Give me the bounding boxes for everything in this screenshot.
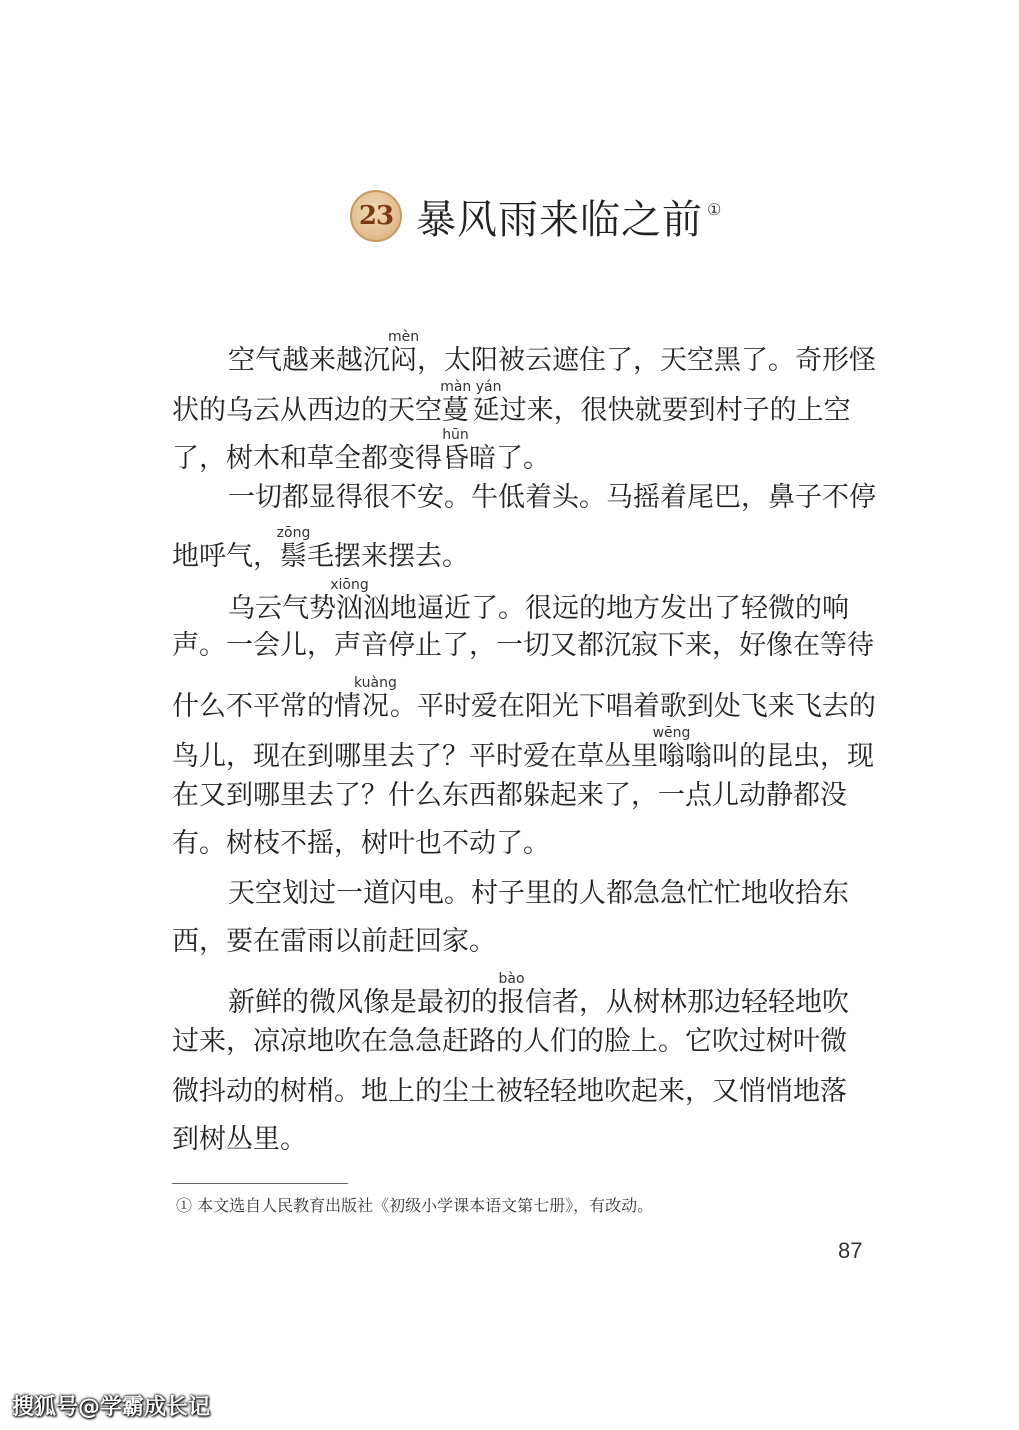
text-line [172, 1072, 872, 1112]
footnote: ① 本文选自人民教育出版社《初级小学课本语文第七册》，有改动。 [176, 1196, 654, 1215]
text-line [172, 971, 872, 1018]
text-segment: 到树丛里。 [172, 1124, 307, 1155]
text-segment: 状的乌云从西边的天空 [172, 395, 442, 426]
pinyin-annotation: màn yán [440, 379, 502, 395]
annotated-character [387, 329, 420, 376]
annotated-character-text: 报 [498, 987, 525, 1018]
text-line [172, 577, 872, 624]
text-line [172, 379, 872, 426]
pinyin-annotation: hūn [442, 427, 469, 443]
pinyin-annotation: bào [498, 971, 525, 987]
text-line [172, 1022, 872, 1062]
text-segment: 有。树枝不摇，树叶也不动了。 [172, 828, 550, 859]
text-segment: 汹地逼近了。很远的地方发出了轻微的响 [363, 593, 849, 624]
pinyin-annotation: wēng [652, 725, 691, 741]
lesson-number-badge: 23 [350, 190, 402, 242]
text-line [172, 675, 876, 722]
pinyin-annotation: xiōng [330, 577, 369, 593]
text-line [172, 1120, 872, 1160]
pinyin-annotation: mèn [387, 329, 420, 345]
annotated-character [276, 525, 311, 572]
text-line [172, 626, 872, 666]
text-segment: 了，树木和草全都变得 [172, 443, 442, 474]
annotated-character [354, 675, 397, 722]
text-line [172, 329, 876, 376]
text-segment: 鸟儿，现在到哪里去了？平时爱在草丛里 [172, 741, 658, 772]
text-line [172, 776, 872, 816]
text-segment: 一切都显得很不安。牛低着头。马摇着尾巴，鼻子不停 [228, 482, 876, 513]
text-line [172, 427, 872, 474]
lesson-heading [350, 188, 722, 244]
title-footnote-mark: ① [707, 199, 723, 219]
annotated-character [440, 379, 502, 426]
annotated-character [442, 427, 469, 474]
text-segment: 在又到哪里去了？什么东西都躲起来了，一点儿动静都没 [172, 780, 847, 811]
text-line [172, 478, 876, 518]
lesson-title-text: 暴风雨来临之前 [416, 196, 703, 243]
text-segment: 暗了。 [469, 443, 550, 474]
text-segment: 过来，凉凉地吹在急急赶路的人们的脸上。它吹过树叶微 [172, 1026, 847, 1057]
text-line [172, 725, 874, 772]
annotated-character-text: 鬃 [276, 541, 311, 572]
annotated-character [652, 725, 691, 772]
annotated-character-text: 蔓延 [440, 395, 502, 426]
page-number: 87 [838, 1238, 863, 1263]
text-line [172, 922, 872, 962]
annotated-character-text: 汹 [330, 593, 369, 624]
watermark: 搜狐号@学霸成长记 [12, 1395, 211, 1420]
footnote-divider [172, 1183, 348, 1184]
annotated-character-text: 况 [354, 691, 397, 722]
pinyin-annotation: zōng [276, 525, 311, 541]
pinyin-annotation: kuàng [354, 675, 397, 691]
text-segment: 空气越来越沉 [228, 345, 390, 376]
text-segment: 天空划过一道闪电。村子里的人都急急忙忙地收拾东 [228, 878, 849, 909]
annotated-character-text: 闷 [387, 345, 420, 376]
text-segment: 信者，从树林那边轻轻地吹 [525, 987, 849, 1018]
text-line [172, 824, 872, 864]
text-segment: ，太阳被云遮住了，天空黑了。奇形怪 [417, 345, 876, 376]
text-segment: 什么不平常的情 [172, 691, 361, 722]
text-segment: 新鲜的微风像是最初的 [228, 987, 498, 1018]
text-line [172, 525, 872, 572]
lesson-title [416, 188, 722, 245]
text-segment: 地呼气， [172, 541, 280, 572]
annotated-character-text: 昏 [442, 443, 469, 474]
annotated-character-text: 嗡 [652, 741, 691, 772]
text-segment: 声。一会儿，声音停止了，一切又都沉寂下来，好像在等待 [172, 630, 874, 661]
annotated-character [498, 971, 525, 1018]
text-segment: 西，要在雷雨以前赶回家。 [172, 926, 496, 957]
text-segment: 毛摆来摆去。 [307, 541, 469, 572]
text-segment: 。平时爱在阳光下唱着歌到处飞来飞去的 [389, 691, 876, 722]
annotated-character [330, 577, 369, 624]
text-segment: 微抖动的树梢。地上的尘土被轻轻地吹起来，又悄悄地落 [172, 1076, 847, 1107]
text-segment: 过来，很快就要到村子的上空 [499, 395, 851, 426]
text-line [172, 874, 872, 914]
text-segment: 嗡叫的昆虫，现 [685, 741, 874, 772]
text-segment: 乌云气势 [228, 593, 336, 624]
